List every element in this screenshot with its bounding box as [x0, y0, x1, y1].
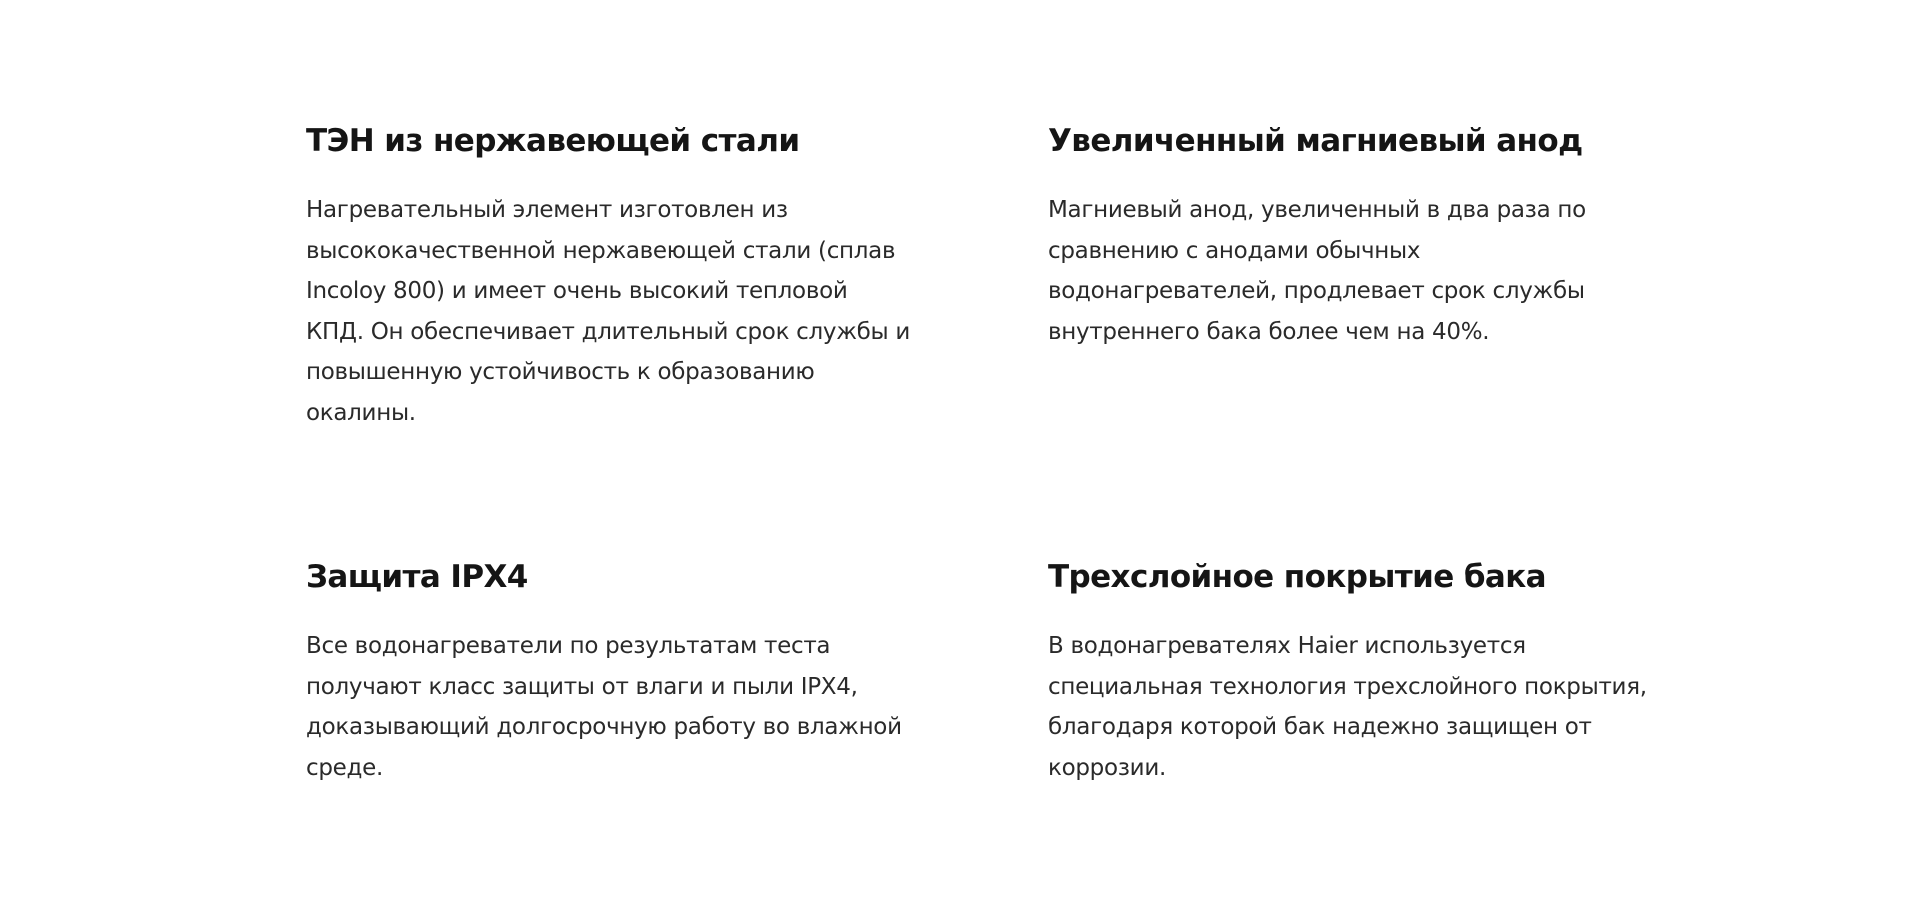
feature-description: [1048, 626, 1647, 788]
feature-description: [306, 190, 910, 433]
feature-card-stainless-heater: [306, 118, 911, 426]
description-line: Все водонагреватели по результатам теста: [306, 633, 831, 659]
description-line: водонагревателей, продлевает срок службы: [1048, 278, 1585, 304]
feature-title: ТЭН из нержавеющей стали: [306, 123, 800, 159]
description-line: коррозии.: [1048, 754, 1166, 781]
feature-card-ipx4-protection: [306, 554, 906, 781]
description-line: КПД. Он обеспечивает длительный срок службы и: [306, 318, 911, 345]
description-line: среде.: [306, 754, 383, 781]
description-line: внутреннего бака более чем на 40%.: [1048, 318, 1490, 345]
description-line: благодаря которой бак надежно защищен от: [1048, 714, 1592, 740]
description-line: сравнению с анодами обычных: [1048, 237, 1421, 264]
feature-title: Трехслойное покрытие бака: [1048, 559, 1546, 595]
description-line: окалины.: [306, 399, 416, 426]
description-line: специальная технология трехслойного покрытия,: [1048, 673, 1647, 700]
feature-description: [306, 626, 902, 788]
description-line: высококачественной нержавеющей стали (сплав: [306, 237, 896, 264]
description-line: повышенную устойчивость к образованию: [306, 359, 815, 385]
feature-card-magnesium-anode: [1048, 118, 1648, 345]
description-line: доказывающий долгосрочную работу во влажной: [306, 714, 902, 740]
feature-title: Защита IPX4: [306, 559, 528, 595]
description-line: В водонагревателях Haier используется: [1048, 633, 1526, 659]
feature-card-tank-coating: [1048, 554, 1648, 781]
description-line: Магниевый анод, увеличенный в два раза по: [1048, 197, 1586, 223]
description-line: Нагревательный элемент изготовлен из: [306, 197, 788, 223]
description-line: получают класс защиты от влаги и пыли IPX4,: [306, 673, 858, 700]
feature-description: [1048, 190, 1586, 352]
description-line: Incoloy 800) и имеет очень высокий тепловой: [306, 278, 848, 304]
feature-title: Увеличенный магниевый анод: [1048, 123, 1583, 159]
